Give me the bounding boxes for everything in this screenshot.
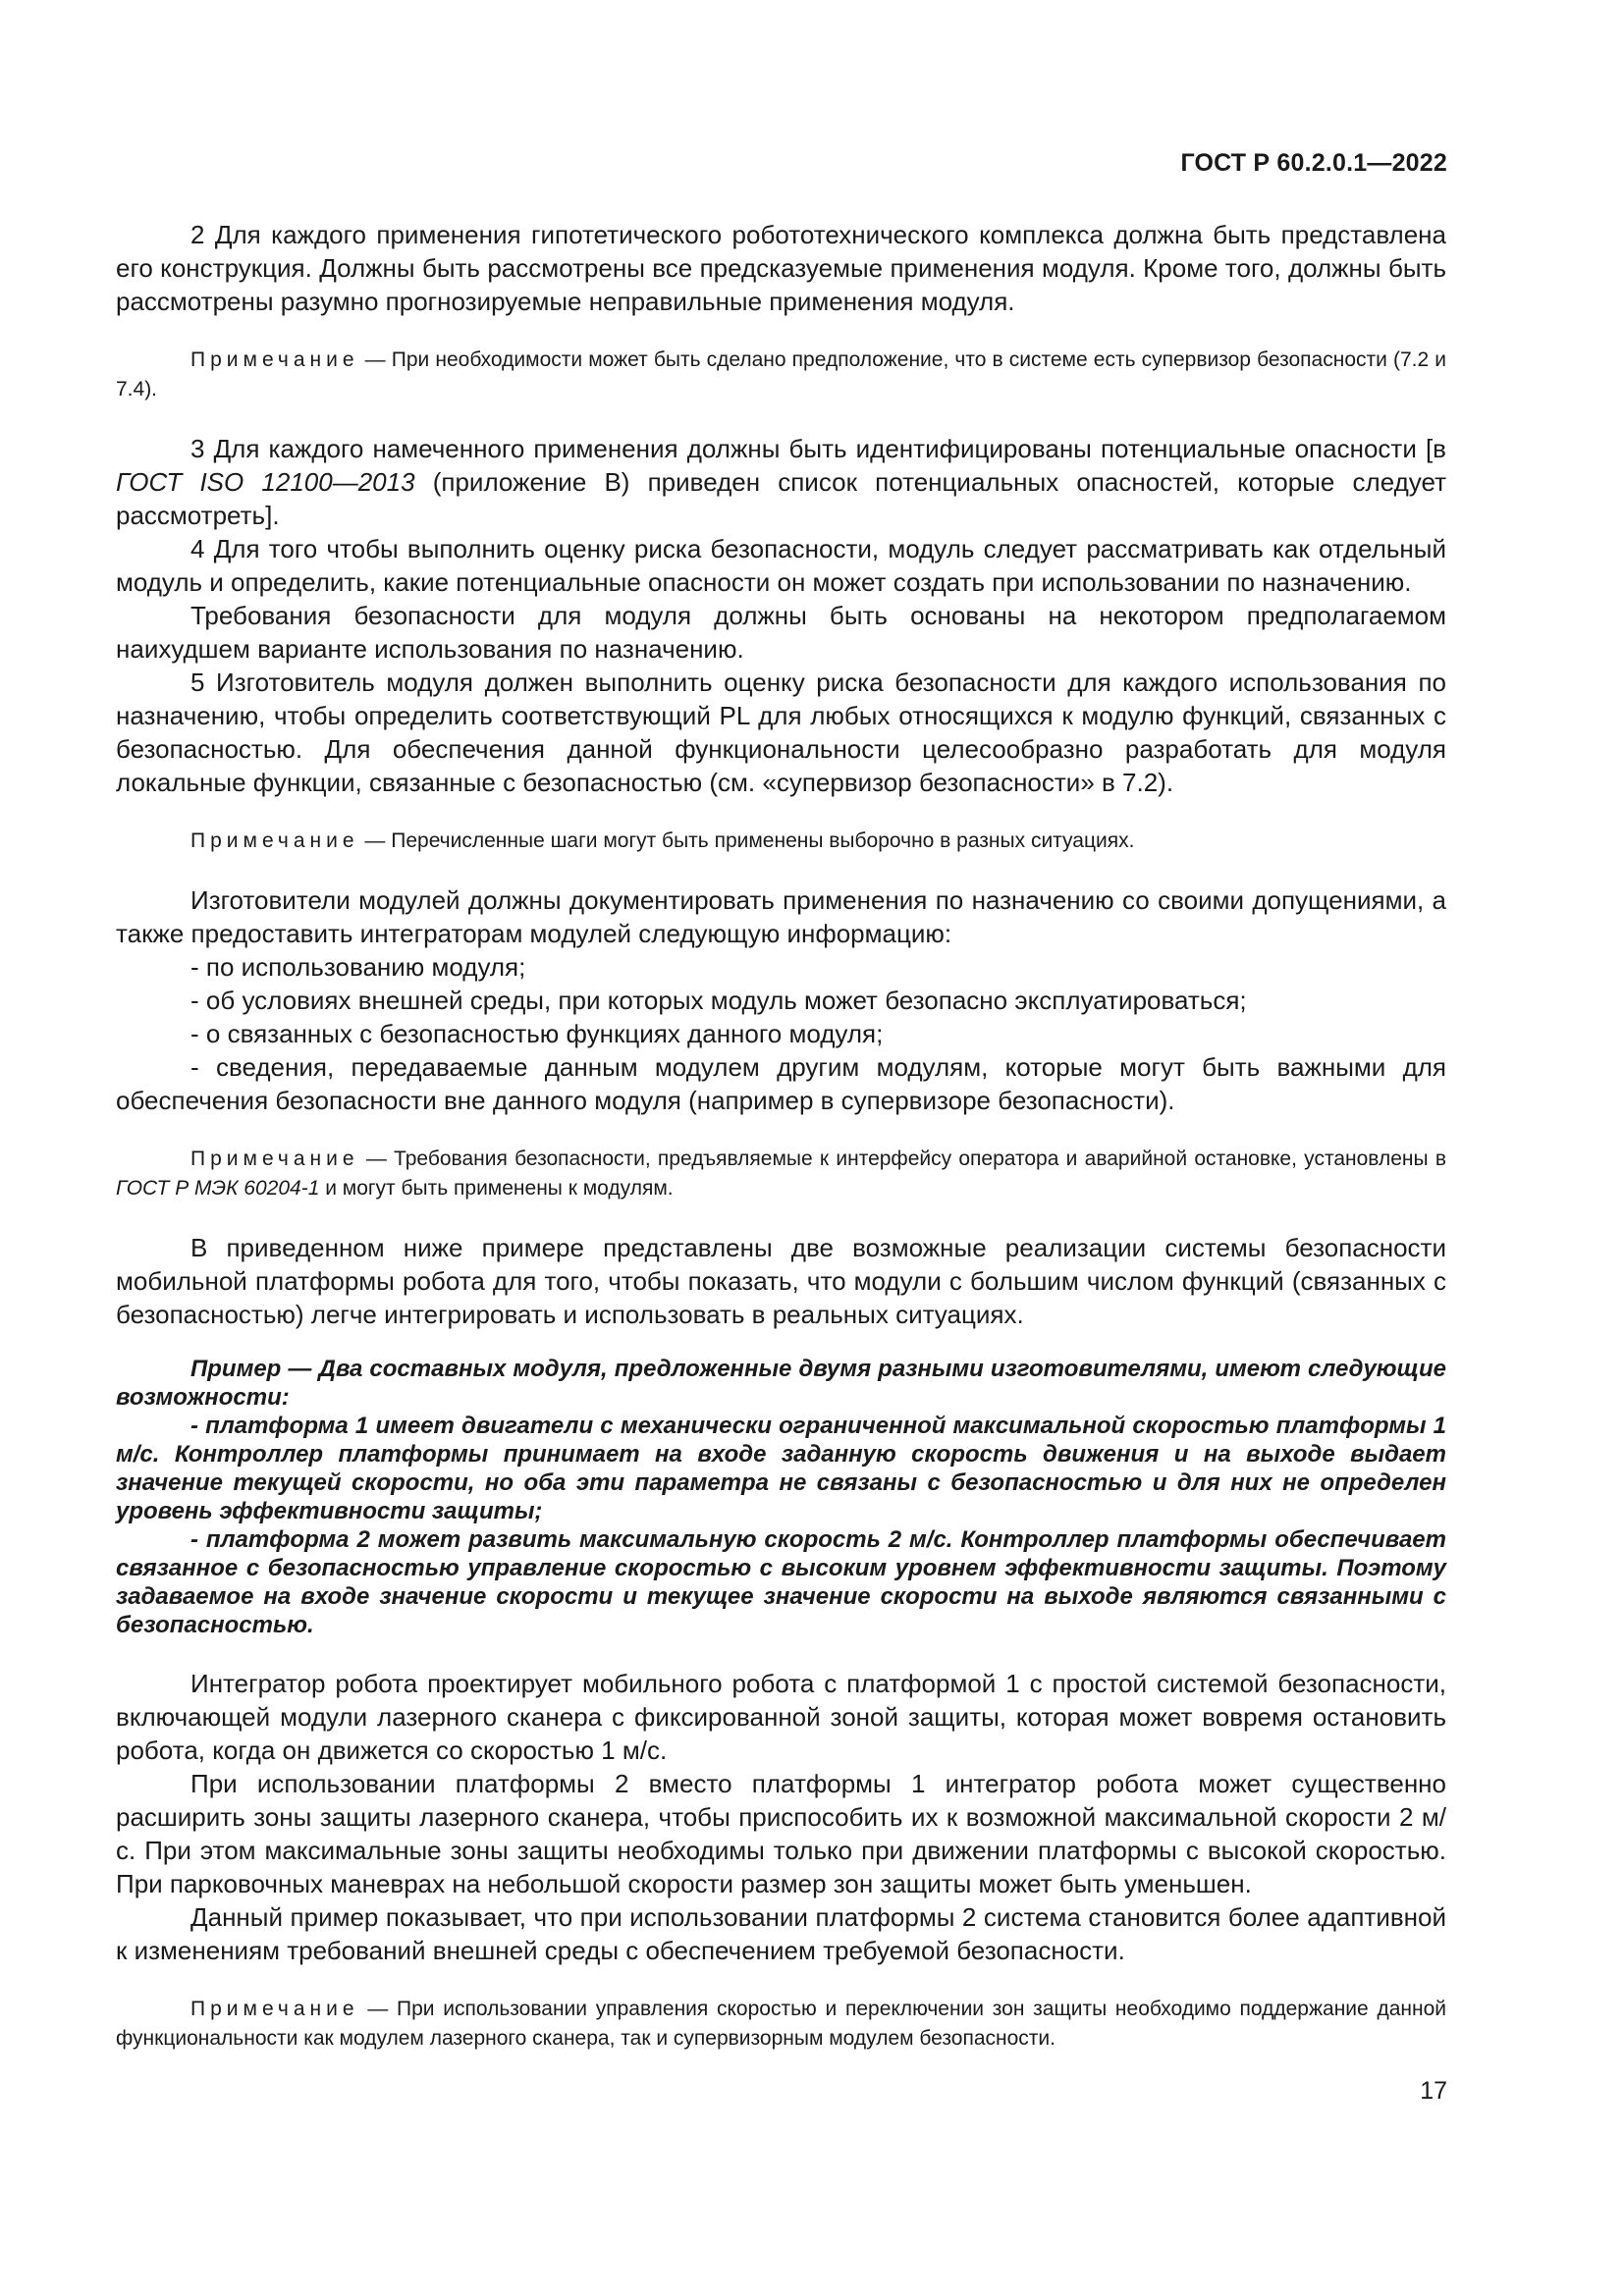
- note-1: [116, 346, 1446, 404]
- example-platform-2: - платформа 2 может развить максимальную скорость 2 м/с. Контроллер платформы обеспечивает связанное с безопасностью управление скоростью с высоким уровнем эффективности защиты. Поэтому задаваемое на входе значение скорости и текущее значение скорости на выходе являются связанными с безопасностью.: [116, 1526, 1446, 1638]
- paragraph-6: Изготовители модулей должны документировать применения по назначению со своими допущениями, а также предоставить интеграторам модулей следующую информацию:: [116, 885, 1446, 948]
- list-item: - о связанных с безопасностью функциях данного модуля;: [190, 1019, 884, 1048]
- list-item: - сведения, передаваемые данным модулем другим модулям, которые могут быть важными для обеспечения безопасности вне данного модуля (например в супервизоре безопасности).: [116, 1052, 1446, 1115]
- note-3-text-b: и могут быть применены к модулям.: [319, 1177, 674, 1200]
- paragraph-5: 5 Изготовитель модуля должен выполнить оценку риска безопасности для каждого использования по назначению, чтобы определить соответствующий PL для любых относящихся к модулю функций, связанных с безопасностью. Для обеспечения данной функциональности целесообразно разработать для модуля локальные функции, связанные с безопасностью (см. «супервизор безопасности» в 7.2).: [116, 667, 1446, 797]
- page-body: [116, 218, 1446, 2054]
- paragraph-7: В приведенном ниже примере представлены две возможные реализации системы безопасности мобильной платформы робота для того, чтобы показать, что модули с большим числом функций (связанных с безопасностью) легче интегрировать и использовать в реальных ситуациях.: [116, 1233, 1446, 1329]
- paragraph-3: [116, 432, 1446, 532]
- note-2-text: — Перечисленные шаги могут быть применены выборочно в разных ситуациях.: [364, 829, 1135, 852]
- example-intro: Пример — Два составных модуля, предложенные двумя разными изготовителями, имеют следующие возможности:: [116, 1356, 1446, 1411]
- list-item: - по использованию модуля;: [190, 952, 526, 982]
- document-code-header: ГОСТ Р 60.2.0.1—2022: [1180, 149, 1447, 177]
- note-4: [116, 1995, 1446, 2054]
- paragraph-9: При использовании платформы 2 вместо платформы 1 интегратор робота может существенно расширить зоны защиты лазерного сканера, чтобы приспособить их к возможной максимальной скорости 2 м/с. При этом максимальные зоны защиты необходимы только при движении платформы с высокой скоростью. При парковочных маневрах на небольшой скорости размер зон защиты может быть уменьшен.: [116, 1769, 1446, 1898]
- paragraph-4b: Требования безопасности для модуля должны быть основаны на некотором предполагаемом наихудшем варианте использования по назначению.: [116, 601, 1446, 664]
- standard-reference-iso-12100: ГОСТ ISO 12100—2013: [116, 467, 415, 497]
- note-4-text: — При использовании управления скоростью и переключении зон защиты необходимо поддержание данной функциональности как модулем лазерного сканера, так и супервизорным модулем безопасности.: [116, 1998, 1446, 2050]
- note-1-text: — При необходимости может быть сделано предположение, что в системе есть супервизор безопасности (7.2 и 7.4).: [116, 348, 1446, 400]
- note-label: Примечание: [190, 1148, 359, 1170]
- note-label: Примечание: [190, 829, 359, 852]
- paragraph-3-text-b: (приложение В) приведен список потенциальных опасностей, которые следует рассмотреть].: [116, 467, 1446, 530]
- example-block: [116, 1355, 1446, 1639]
- paragraph-10: Данный пример показывает, что при использовании платформы 2 система становится более адаптивной к изменениям требований внешней среды с обеспечением требуемой безопасности.: [116, 1902, 1446, 1965]
- paragraph-3-text-a: 3 Для каждого намеченного применения должны быть идентифицированы потенциальные опасности [в: [190, 434, 1446, 463]
- page-number: 17: [1420, 2077, 1447, 2105]
- note-3: [116, 1145, 1446, 1203]
- list-item: - об условиях внешней среды, при которых модуль может безопасно эксплуатироваться;: [190, 986, 1247, 1015]
- note-3-text-a: — Требования безопасности, предъявляемые к интерфейсу оператора и аварийной остановке, установлены в: [365, 1148, 1446, 1170]
- example-platform-1: - платформа 1 имеет двигатели с механически ограниченной максимальной скоростью платформы 1 м/с. Контроллер платформы принимает на входе заданную скорость движения и на выходе выдает значение текущей скорости, но оба эти параметра не связаны с безопасностью и для них не определен уровень эффективности защиты;: [116, 1413, 1446, 1524]
- paragraph-2: 2 Для каждого применения гипотетического робототехнического комплекса должна быть представлена его конструкция. Должны быть рассмотрены все предсказуемые применения модуля. Кроме того, должны быть рассмотрены разумно прогнозируемые неправильные применения модуля.: [116, 220, 1446, 316]
- note-label: Примечание: [190, 1998, 359, 2020]
- standard-reference-iec-60204: ГОСТ Р МЭК 60204-1: [116, 1177, 320, 1200]
- paragraph-8: Интегратор робота проектирует мобильного робота с платформой 1 с простой системой безопасности, включающей модули лазерного сканера с фиксированной зоной защиты, которая может вовремя остановить робота, когда он движется со скоростью 1 м/с.: [116, 1669, 1446, 1765]
- note-2: [116, 827, 1446, 856]
- note-label: Примечание: [190, 348, 359, 371]
- paragraph-4: 4 Для того чтобы выполнить оценку риска безопасности, модуль следует рассматривать как отдельный модуль и определить, какие потенциальные опасности он может создать при использовании по назначению.: [116, 534, 1446, 597]
